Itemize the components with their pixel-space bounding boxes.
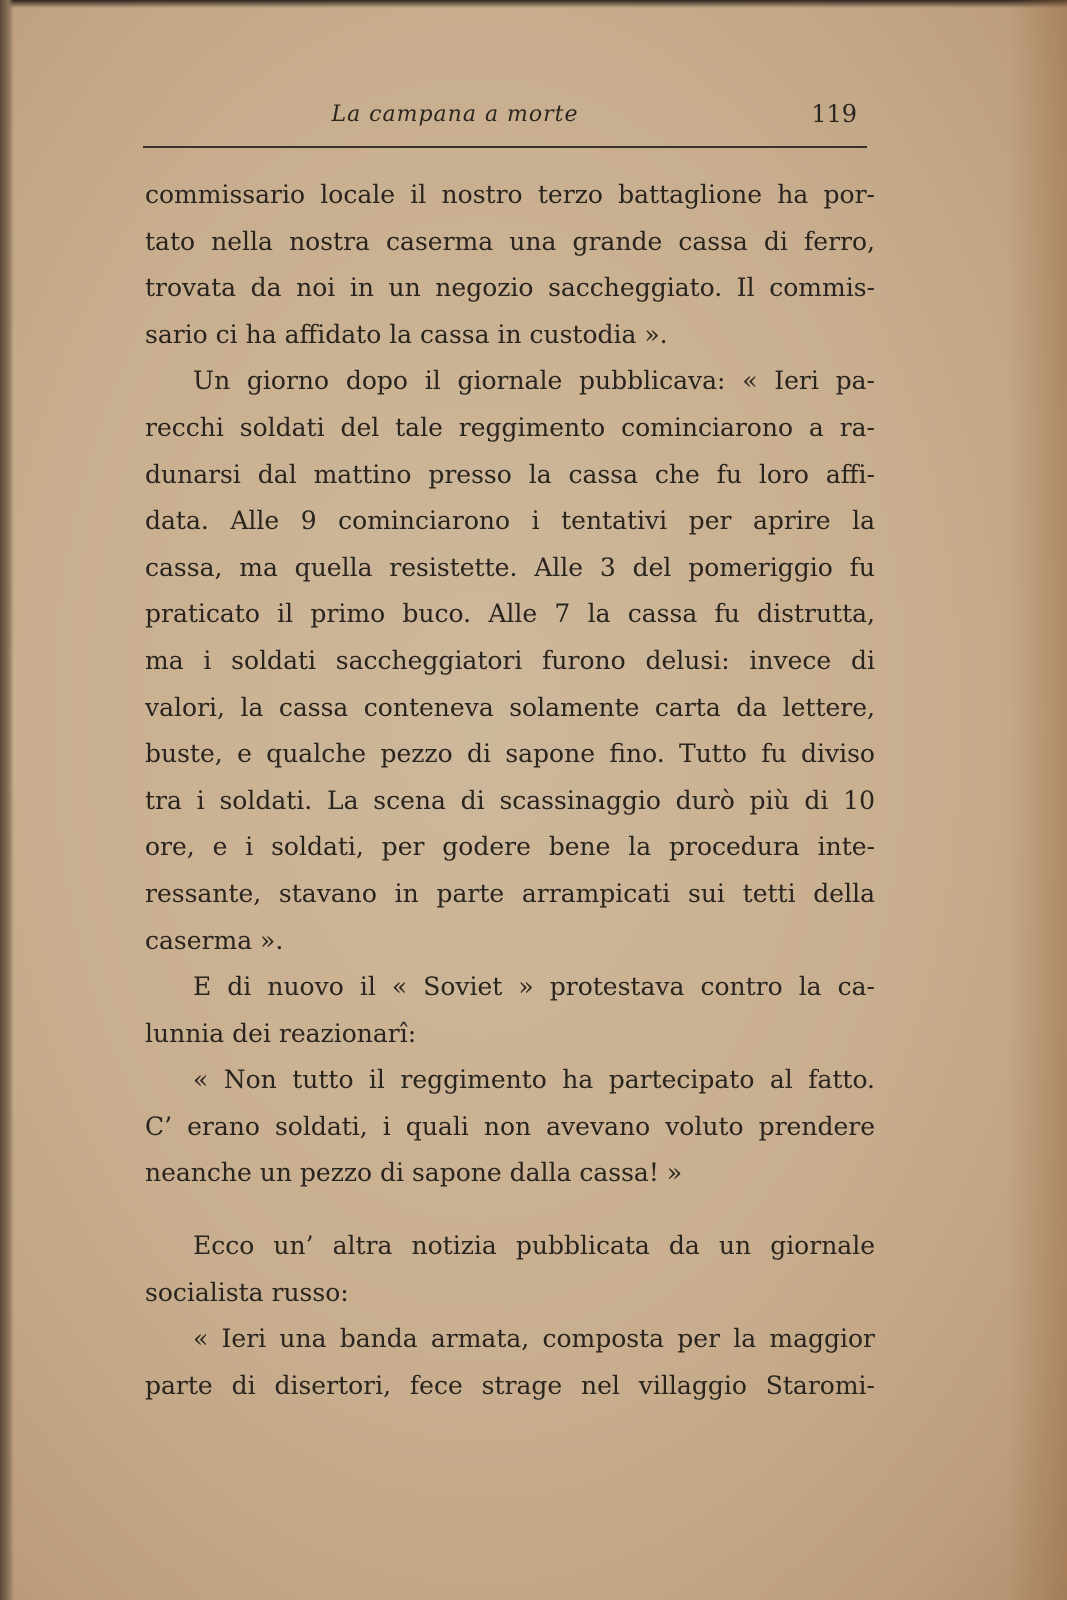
book-binding-edge [0,0,14,1600]
text-line: lunnia dei reazionarî: [145,1018,417,1048]
page-right-shadow [1007,0,1067,1600]
text-line: caserma ». [145,925,284,955]
text-line: dunarsi dal mattino presso la cassa che fu loro affi- [145,459,875,489]
text-line: praticato il primo buco. Alle 7 la cassa fu distrutta, [145,599,875,629]
text-line: Un giorno dopo il giornale pubblicava: « Ieri pa- [193,366,875,396]
text-line: ressante, stavano in parte arrampicati sui tetti della [145,878,875,908]
body-text [145,172,875,1409]
text-line: valori, la cassa conteneva solamente carta da lettere, [145,692,875,722]
paragraph-gap [145,1197,875,1223]
text-line: E di nuovo il « Soviet » protestava contro la ca- [193,972,875,1002]
page-top-edge [0,0,1067,8]
text-line: trovata da noi in un negozio saccheggiato. Il commis- [145,273,875,303]
text-line: recchi soldati del tale reggimento cominciarono a ra- [145,412,875,442]
text-line: ore, e i soldati, per godere bene la procedura inte- [145,832,875,862]
text-line: cassa, ma quella resistette. Alle 3 del pomeriggio fu [145,552,875,582]
text-line: buste, e qualche pezzo di sapone fino. Tutto fu diviso [145,739,875,769]
text-line: commissario locale il nostro terzo battaglione ha por- [145,180,875,209]
text-line: tra i soldati. La scena di scassinaggio durò più di 10 [145,785,875,815]
text-line: tato nella nostra caserma una grande cassa di ferro, [145,226,875,256]
text-line: Ecco un’ altra notizia pubblicata da un giornale [193,1231,875,1261]
page-number: 119 [811,100,857,128]
running-title: La campana a morte [331,102,579,127]
text-line: neanche un pezzo di sapone dalla cassa! » [145,1158,683,1188]
page-header [145,96,867,136]
text-line: « Ieri una banda armata, composta per la maggior [193,1324,875,1354]
text-line: ma i soldati saccheggiatori furono delusi: invece di [145,645,875,675]
text-line: sario ci ha affidato la cassa in custodia ». [145,319,668,349]
text-line: socialista russo: [145,1277,349,1307]
text-line: « Non tutto il reggimento ha partecipato al fatto. [193,1065,875,1095]
header-rule [143,146,867,148]
text-line: data. Alle 9 cominciarono i tentativi per aprire la [145,506,875,536]
text-line: parte di disertori, fece strage nel villaggio Staromi- [145,1370,875,1400]
text-line: C’ erano soldati, i quali non avevano voluto prendere [145,1111,875,1141]
